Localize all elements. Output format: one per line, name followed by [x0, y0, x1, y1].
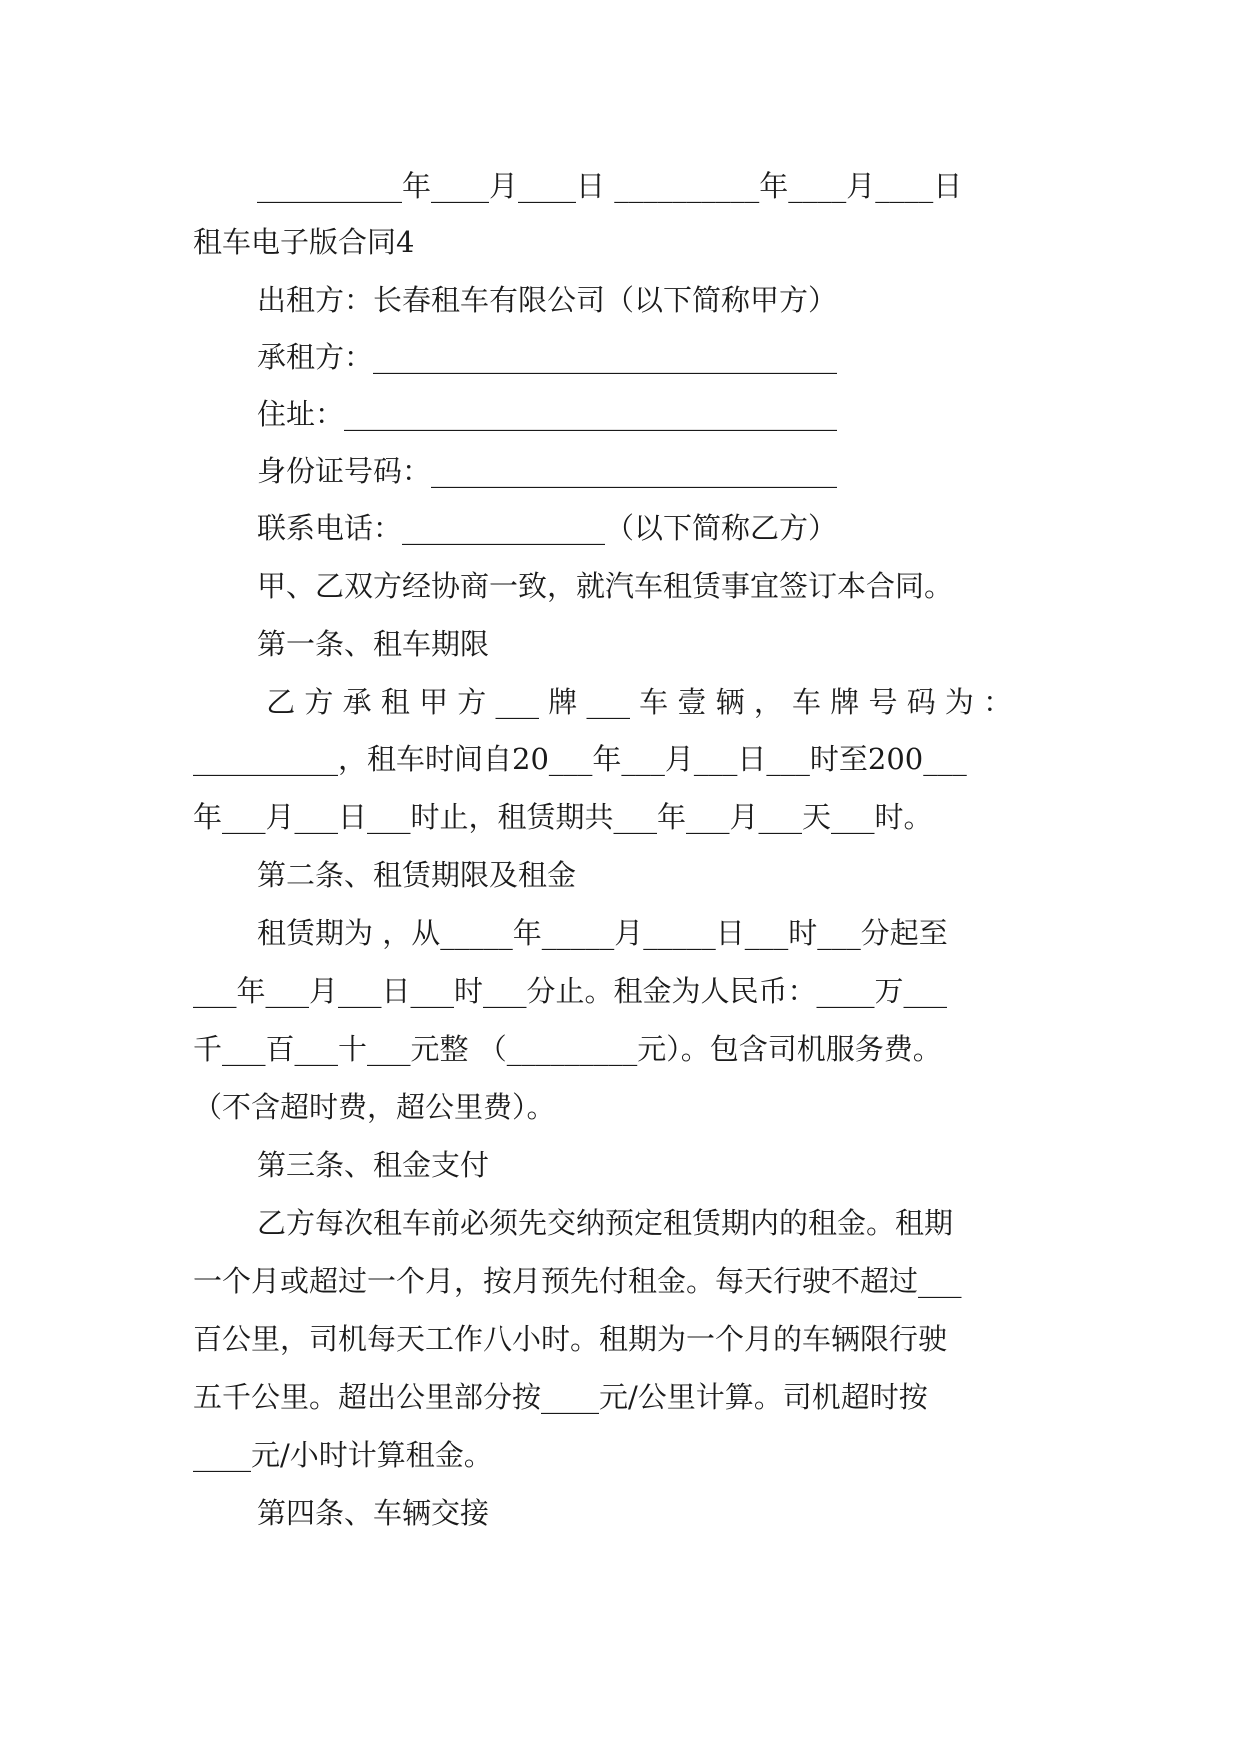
agreement-intro: 甲、乙双方经协商一致，就汽车租赁事宜签订本合同。 — [257, 569, 954, 603]
lessee-line: 承租方：________________________________ — [257, 340, 838, 374]
article-2-text-line: 千___百___十___元整 （_________元）。包含司机服务费。 — [193, 1032, 942, 1066]
article-3-text-line: 百公里，司机每天工作八小时。租期为一个月的车辆限行驶 — [193, 1322, 948, 1356]
article-2-heading: 第二条、租赁期限及租金 — [257, 858, 577, 892]
article-3-text-line: ____元/小时计算租金。 — [193, 1438, 493, 1472]
article-1-text-line: 年___月___日___时止，租赁期共___年___月___天___时。 — [193, 800, 933, 834]
article-1-text-line: __________，租车时间自20___年___月___日___时至200___ — [193, 742, 967, 776]
phone-line: 联系电话：______________（以下简称乙方） — [257, 511, 838, 545]
article-2-text-line: 租赁期为 ，从_____年_____月_____日___时___分起至 — [257, 916, 948, 950]
article-1-heading: 第一条、租车期限 — [257, 627, 490, 661]
article-3-text-line: 一个月或超过一个月，按月预先付租金。每天行驶不超过___ — [193, 1264, 962, 1298]
article-3-text-line: 五千公里。超出公里部分按____元/公里计算。司机超时按 — [193, 1380, 928, 1414]
article-1-text-line: 乙 方 承 租 甲 方 ___ 牌 ___ 车 壹 辆 ， 车 牌 号 码 为 ： — [257, 685, 1013, 719]
article-2-text-line: （不含超时费，超公里费）。 — [193, 1090, 556, 1124]
article-3-text-line: 乙方每次租车前必须先交纳预定租赁期内的租金。租期 — [257, 1206, 954, 1240]
article-2-text-line: ___年___月___日___时___分止。租金为人民币：____万___ — [193, 974, 948, 1008]
date-signature-line: __________年____月____日 __________年____月____日 — [257, 169, 963, 203]
article-3-heading: 第三条、租金支付 — [257, 1148, 490, 1182]
article-4-heading: 第四条、车辆交接 — [257, 1496, 490, 1530]
id-number-line: 身份证号码：____________________________ — [257, 454, 838, 488]
lessor-line: 出租方：长春租车有限公司（以下简称甲方） — [257, 283, 838, 317]
address-line: 住址：__________________________________ — [257, 397, 838, 431]
contract-title: 租车电子版合同4 — [193, 225, 415, 259]
